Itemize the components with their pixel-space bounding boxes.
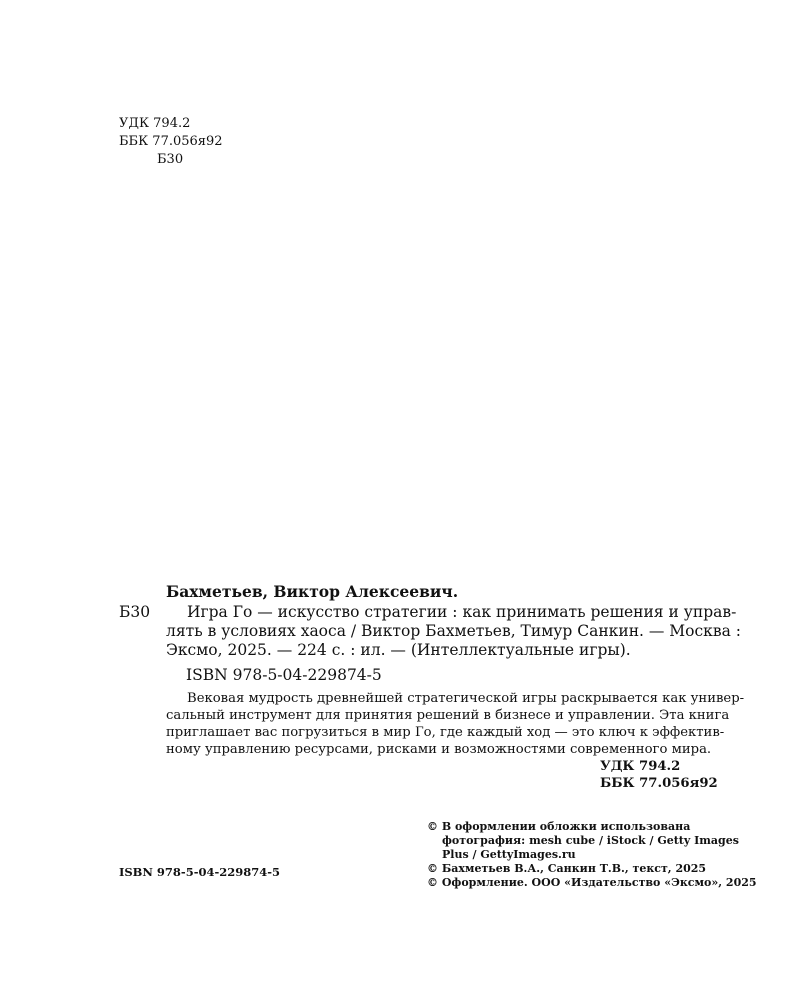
card-classification (600, 758, 720, 792)
top-udk: УДК 794.2 (119, 116, 191, 131)
description-line: лять в условиях хаоса / Виктор Бахметьев, Тимур Санкин. — Москва : (166, 622, 741, 640)
top-author-mark: Б30 (157, 152, 184, 167)
annotation-line: приглашает вас погрузиться в мир Го, где каждый ход — это ключ к эффектив- (166, 725, 725, 740)
annotation-line: ному управлению ресурсами, рисками и возможностями современного мира. (166, 742, 712, 757)
author-heading: Бахметьев, Виктор Алексеевич. (166, 582, 459, 601)
top-bbk: ББК 77.056я92 (119, 134, 223, 149)
bibliographic-description (166, 603, 741, 660)
description-line: Эксмо, 2025. — 224 с. : ил. — (Интеллектуальные игры). (166, 641, 631, 659)
catalog-mark: Б30 (119, 603, 151, 621)
copyright-block (427, 820, 757, 890)
top-classification (119, 115, 223, 169)
footer-isbn: ISBN 978-5-04-229874-5 (119, 865, 281, 879)
copyright-line: © Бахметьев В.А., Санкин Т.В., текст, 2025 (427, 862, 707, 875)
copyright-line: Plus / GettyImages.ru (442, 848, 576, 861)
copyright-line: фотография: mesh cube / iStock / Getty Images (442, 834, 739, 847)
isbn-line: ISBN 978-5-04-229874-5 (186, 666, 382, 684)
card-bbk: ББК 77.056я92 (600, 776, 718, 791)
copyright-line: © В оформлении обложки использована (427, 820, 691, 833)
annotation-line: сальный инструмент для принятия решений в бизнесе и управлении. Эта книга (166, 708, 730, 723)
description-line: Игра Го — искусство стратегии : как принимать решения и управ- (187, 603, 737, 621)
card-udk: УДК 794.2 (600, 759, 681, 774)
annotation-line: Вековая мудрость древнейшей стратегической игры раскрывается как универ- (187, 691, 745, 706)
annotation (166, 690, 745, 758)
copyright-line: © Оформление. ООО «Издательство «Эксмо», 2025 (427, 876, 757, 889)
